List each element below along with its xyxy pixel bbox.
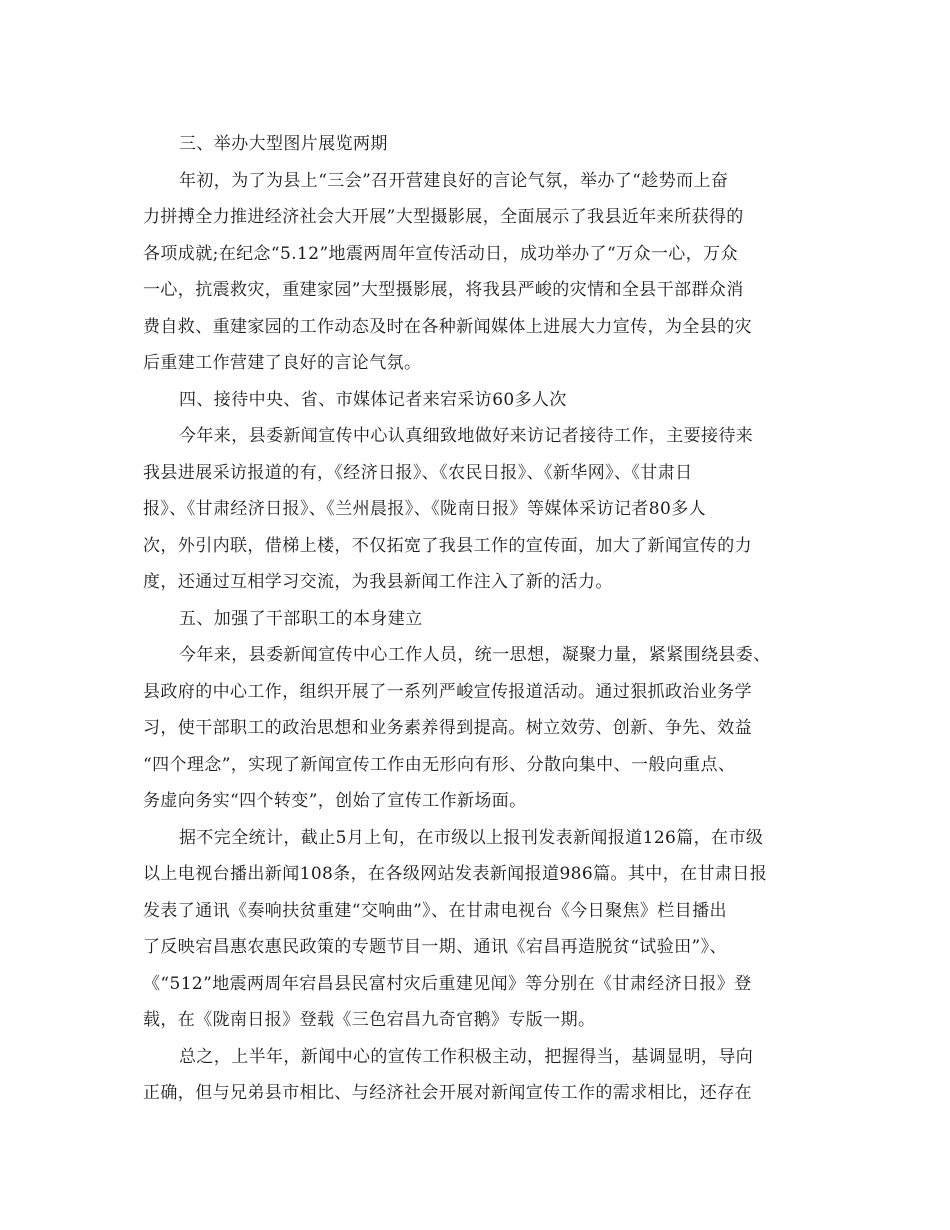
text-line: 以上电视台播出新闻108条，在各级网站发表新闻报道986篇。其中，在甘肃日报 [143,864,768,884]
text-line: 一心，抗震救灾，重建家园”大型摄影展，将我县严峻的灾情和全县干部群众消 [143,280,744,300]
text-line: 四、接待中央、省、市媒体记者来宕采访60多人次 [179,389,567,410]
text-line: 后重建工作营建了良好的言论气氛。 [143,353,422,373]
text-line: 发表了通讯《奏响扶贫重建“交响曲”》、在甘肃电视台《今日聚焦》栏目播出 [143,900,727,921]
text-line: 今年来，县委新闻宣传中心认真细致地做好来访记者接待工作，主要接待来 [179,426,754,446]
text-line: 了反映宕昌惠农惠民政策的专题节目一期、通讯《宕昌再造脱贫“试验田”》、 [143,937,727,957]
text-line: 度，还通过互相学习交流，为我县新闻工作注入了新的活力。 [143,572,613,592]
text-line: 费自救、重建家园的工作动态及时在各种新闻媒体上进展大力宣传，为全县的灾 [143,316,752,337]
document-body [143,126,813,1112]
text-line: 三、举办大型图片展览两期 [179,134,388,154]
text-line: 正确，但与兄弟县市相比、与经济社会开展对新闻宣传工作的需求相比，还存在 [143,1083,752,1103]
text-line: 次，外引内联，借梯上楼，不仅拓宽了我县工作的宣传面，加大了新闻宣传的力 [143,535,752,556]
text-line: 总之，上半年，新闻中心的宣传工作积极主动，把握得当，基调显明，导向 [179,1046,754,1067]
text-line: 据不完全统计，截止5月上旬，在市级以上报刊发表新闻报道126篇，在市级 [179,827,764,848]
text-line: 五、加强了干部职工的本身建立 [179,608,423,629]
text-line: “四个理念”，实现了新闻宣传工作由无形向有形、分散向集中、一般向重点、 [143,754,736,775]
text-line: 务虚向务实“四个转变”，创始了宣传工作新场面。 [143,791,527,811]
text-line: 县政府的中心工作，组织开展了一系列严峻宣传报道活动。通过狠抓政治业务学 [143,681,752,702]
text-line: 各项成就;在纪念“5.12”地震两周年宣传活动日，成功举办了“万众一心，万众 [143,243,738,264]
text-line: 《“512”地震两周年宕昌县民富村灾后重建见闻》等分别在《甘肃经济日报》登 [143,973,752,994]
text-line: 载，在《陇南日报》登载《三色宕昌九奇官鹅》专版一期。 [143,1010,596,1030]
text-line: 年初，为了为县上“三会”召开营建良好的言论气氛，举办了“趁势而上奋 [179,170,729,191]
text-line: 习，使干部职工的政治思想和业务素养得到提高。树立效劳、创新、争先、效益 [143,718,752,738]
text-line: 力拼搏全力推进经济社会大开展”大型摄影展，全面展示了我县近年来所获得的 [143,207,744,227]
text-line: 今年来，县委新闻宣传中心工作人员，统一思想，凝聚力量，紧紧围绕县委、 [179,645,771,665]
text-line: 我县进展采访报道的有，《经济日报》、《农民日报》、《新华网》、《甘肃日 [143,462,693,483]
text-line: 报》、《甘肃经济日报》、《兰州晨报》、《陇南日报》等媒体采访记者80多人 [143,499,707,519]
